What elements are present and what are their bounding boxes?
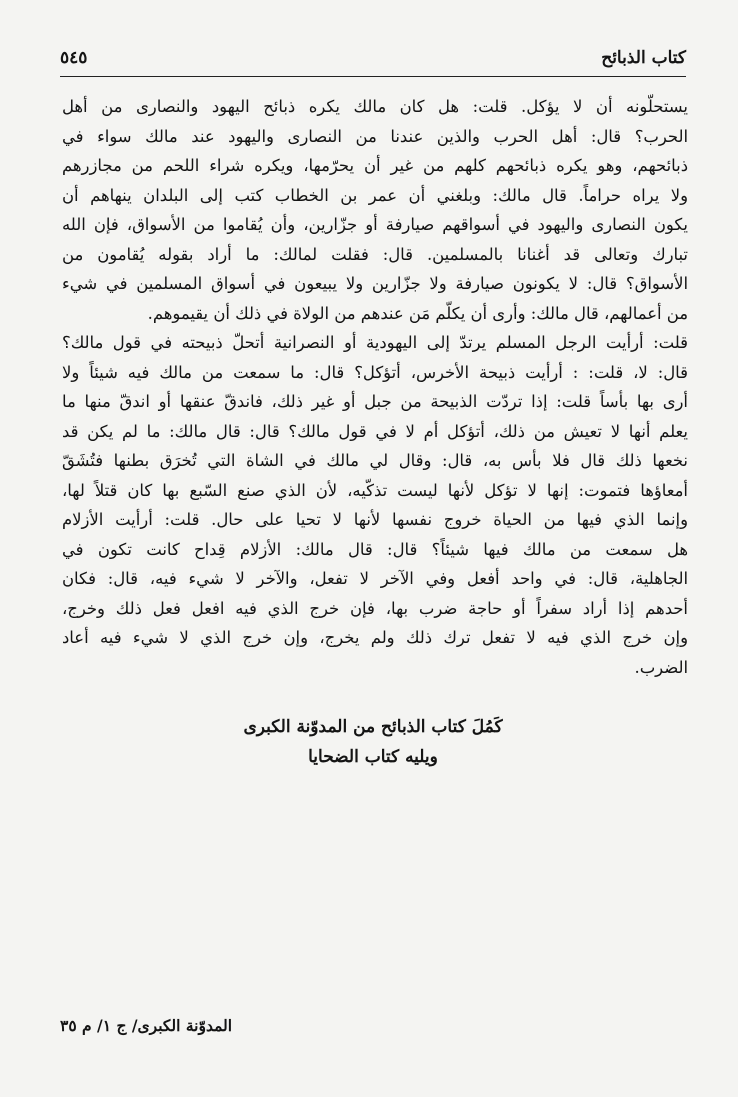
text-line: يكون النصارى واليهود في أسواقهم صيارفة أو جزّارين، وأن يُقاموا من الأسواق، فإن الله [62,215,688,234]
text-line: أمعاؤها فتموت: إنها لا تؤكل لأنها ليست تذكّيه، لأن الذي صنع السّبع بها كان قتلاً لها، [62,480,688,500]
text-line: أرى بها بأساً قلت: إذا تردّت الذبيحة من جبل أو غير ذلك، فاندقّ عنقها أو اندقّ منها ما [62,392,688,411]
text-line: ذبائحهم، وهو يكره ذبائحهم كلهم من غير أن يحرّمها، ويكره شراء اللحم من مجازرهم [62,156,688,175]
colophon [60,712,686,772]
colophon-line: كَمُلَ كتاب الذبائح من المدوّنة الكبرى [243,717,503,737]
text-line: الأسواق؟ قال: لا يكونون صيارفة ولا جزّارين ولا يبيعون في أسواق المسلمين في شيء [62,274,688,293]
text-line: هل سمعت من مالك فيها شيئاً؟ قال: قال مالك: الأزلام قِداح كانت تكون في [62,539,688,559]
text-line: نخعها ذلك قال فلا بأس به، قال: وقال لي مالك في الشاة التي تُخرَق بطنها فتُشَقّ [62,451,688,470]
text-line: الحرب؟ قال: أهل الحرب والذين عندنا من النصارى واليهود عند مالك سواء في [62,126,688,146]
running-title: كتاب الذبائح [601,48,686,68]
text-line: من أعمالهم، قال مالك: وأرى أن يكلّم مَن عندهم من الولاة في ذلك أن يقيموهم. [147,303,688,323]
text-line: وإنما الذي فيها من الحياة خروج نفسها لأنها لا تحيا على حال. قلت: أرأيت الأزلام [62,510,688,529]
text-line: يعلم أنها لا تعيش من ذلك، أتؤكل أم لا في قول مالك؟ قال: قال مالك: ما لم يكن قد [62,421,688,441]
text-line: يستحلّونه أن لا يؤكل. قلت: هل كان مالك يكره ذبائح اليهود والنصارى من أهل [62,97,688,116]
colophon-line: ويليه كتاب الضحايا [308,747,438,767]
text-line: أحدهم إذا أراد سفراً أو حاجة ضرب بها، فإن خرج الذي فيه افعل فعل ذلك وخرج، [62,598,688,618]
text-line: الضرب. [634,657,688,677]
page-header [60,44,686,74]
text-line: تبارك وتعالى قد أغنانا بالمسلمين. قال: فقلت لمالك: ما أراد بقوله يُقامون من [62,244,688,264]
text-line: قلت: أرأيت الرجل المسلم يرتدّ إلى اليهودية أو النصرانية أتحلّ ذبيحته في قول مالك؟ [62,333,688,352]
text-line: ولا يراه حراماً. قال مالك: وبلغني أن عمر بن الخطاب كتب إلى البلدان ينهاهم أن [62,185,688,205]
header-divider [60,76,686,77]
footer-signature: المدوّنة الكبرى/ ج ١/ م ٣٥ [60,1016,233,1035]
text-line: الجاهلية، قال: في واحد أفعل وفي الآخر لا تفعل، والآخر لا شيء فيه، قال: فكان [62,569,688,588]
text-line: قال: لا، قلت: : أرأيت ذبيحة الأخرس، أتؤكل؟ قال: ما سمعت من مالك فيه شيئاً ولا [62,362,688,382]
text-line: وإن خرج الذي فيه لا تفعل ترك ذلك ولم يخرج، وإن خرج الذي لا شيء فيه أعاد [62,628,688,647]
page-number: ٥٤٥ [60,48,88,68]
body-text [62,92,688,682]
